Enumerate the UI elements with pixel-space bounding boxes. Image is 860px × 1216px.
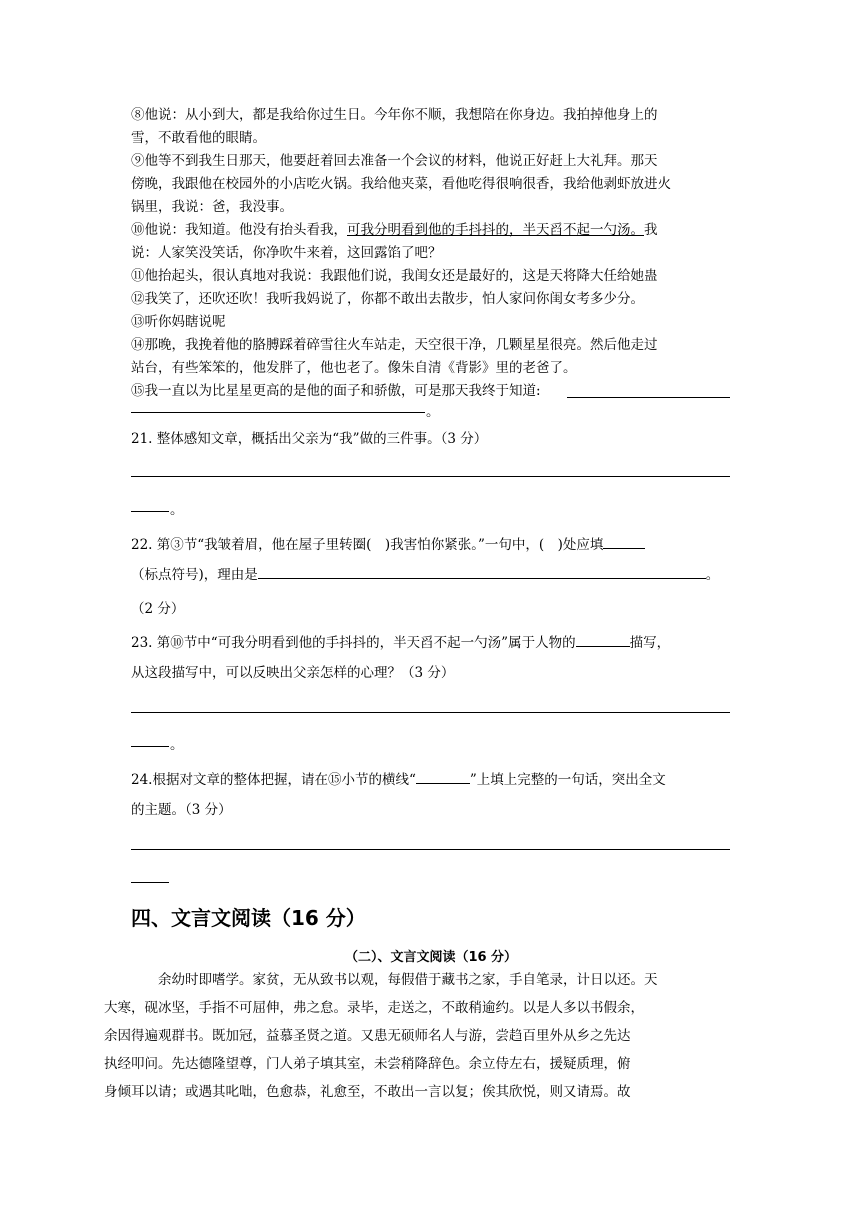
answer-line[interactable]	[131, 412, 425, 413]
answer-blank[interactable]	[416, 769, 470, 784]
paragraph-15: ⑮我一直以为比星星更高的是他的面子和骄傲，可是那天我终于知道:	[131, 383, 541, 399]
question-22-score: （2 分）	[131, 601, 185, 617]
answer-line[interactable]	[131, 882, 169, 883]
answer-line[interactable]	[567, 397, 730, 398]
question-24: 24.根据对文章的整体把握，请在⑮小节的横线“ ”上填上完整的一句话，突出全文	[131, 769, 731, 792]
paragraph-9: ⑨他等不到我生日那天，他要赶着回去准备一个会议的材料，他说正好赶上大礼拜。那天 傍晚，我跟他在校园外的小店吃火锅。我给他夹菜，看他吃得很响很香，我给他剥虾放进火 锅里，我说：爸，我没事。	[131, 153, 671, 215]
answer-line[interactable]	[131, 476, 730, 477]
answer-blank[interactable]	[576, 632, 630, 647]
underlined-sentence: 可我分明看到他的手抖抖的，半天舀不起一勺汤。	[347, 222, 644, 238]
paragraph-12: ⑫我笑了，还吹还吹！我听我妈说了，你都不敢出去散步，怕人家问你闺女考多少分。	[131, 291, 644, 307]
question-23-line2: 从这段描写中，可以反映出父亲怎样的心理？（3 分）	[131, 665, 455, 681]
question-21: 21. 整体感知文章，概括出父亲为“我”做的三件事。（3 分）	[131, 431, 488, 447]
document-page: ⑧他说：从小到大，都是我给你过生日。今年你不顺，我想陪在你身边。我拍掉他身上的 雪，不敢看他的眼睛。 ⑨他等不到我生日那天，他要赶着回去准备一个会议的材料，他说正好赶上大礼拜。那天 傍晚，我跟他在校园外的小店吃火锅。我给他夹菜，看他吃得很响很香，我给他剥虾放进火 锅里，我说：爸，我没事。 ⑩他说：我知道。他没有抬头看我，可我分明看到他的手抖抖的，半天舀不起一勺汤。我 说：人家笑没笑话，你净吹牛来着，这回露馅了吧？ ⑪他抬起头，很认真地对我说：我跟他们说，我闺女还是最好的，这是天将降大任给她蛊 ⑫我笑了，还吹还吹！我听我妈说了，你都不敢出去散步，怕人家问你闺女考多少分。 ⑬听你妈瞎说呢 ⑭那晚，我挽着他的胳膊踩着碎雪往火车站走，天空很干净，几颗星星很亮。然后他走过 站台，有些笨笨的，他发胖了，他也老了。像朱自清《背影》里的老爸了。 ⑮我一直以为比星星更高的是他的面子和骄傲，可是那天我终于知道: 。 21. 整体感知文章，概括出父亲为“我”做的三件事。（3 分） 。 22. 第③节“我皱着眉，他在屋子里转圈( )我害怕你紧张。”一句中，( )处应填 （标点符号)，理由是 。 （2 分） 23. 第⑩节中“可我分明看到他的手抖抖的，半天舀不起一勺汤”属于人物的 描写， 从这段描写中，可以反映出父亲怎样的心理？（3 分） 。 24.根据对文章的整体把握，请在⑮小节的横线“ ”上填上完整的一句话，突出全文 的主题。（3 分） 四、文言文阅读（16 分） （二）、文言文阅读（16 分） 余幼时即嗜学。家贫，无从致书以观，每假借于藏书之家，手自笔录，计日以还。天 大寒，砚冰坚，手指不可屈伸，弗之怠。录毕，走送之，不敢稍逾约。以是人多以书假余， 余因得遍观群书。既加冠，益慕圣贤之道。又患无硕师名人与游，尝趋百里外从乡之先达 执经叩问。先达德隆望尊，门人弟子填其室，未尝稍降辞色。余立侍左右，援疑质理，俯 身倾耳以请；或遇其叱咄，色愈恭，礼愈至，不敢出一言以复；俟其欣悦，则又请焉。故	[0, 0, 860, 1216]
question-23: 23. 第⑩节中“可我分明看到他的手抖抖的，半天舀不起一勺汤”属于人物的 描写，	[131, 632, 731, 655]
paragraph-13: ⑬听你妈瞎说呢	[131, 314, 226, 330]
answer-line[interactable]	[131, 849, 730, 850]
section-heading: 四、文言文阅读（16 分）	[131, 906, 366, 930]
answer-blank[interactable]	[258, 564, 706, 579]
answer-line[interactable]	[131, 511, 169, 512]
question-22: 22. 第③节“我皱着眉，他在屋子里转圈( )我害怕你紧张。”一句中，( )处应填	[131, 534, 731, 557]
answer-line[interactable]	[131, 746, 169, 747]
paragraph-10: ⑩他说：我知道。他没有抬头看我，可我分明看到他的手抖抖的，半天舀不起一勺汤。我 说：人家笑没笑话，你净吹牛来着，这回露馅了吧？	[131, 222, 658, 261]
question-22-line2: （标点符号)，理由是 。	[131, 564, 731, 587]
subsection-heading: （二）、文言文阅读（16 分）	[344, 950, 518, 965]
question-24-line2: 的主题。（3 分）	[131, 802, 232, 818]
classical-text: 余幼时即嗜学。家贫，无从致书以观，每假借于藏书之家，手自笔录，计日以还。天 大寒，砚冰坚，手指不可屈伸，弗之怠。录毕，走送之，不敢稍逾约。以是人多以书假余， 余因得遍观群书。既加冠，益慕圣贤之道。又患无硕师名人与游，尝趋百里外从乡之先达 执经叩问。先达德隆望尊，门人弟子填其室，未尝稍降辞色。余立侍左右，援疑质理，俯 身倾耳以请；或遇其叱咄，色愈恭，礼愈至，不敢出一言以复；俟其欣悦，则又请焉。故	[104, 972, 658, 1100]
paragraph-11: ⑪他抬起头，很认真地对我说：我跟他们说，我闺女还是最好的，这是天将降大任给她蛊	[131, 268, 658, 284]
paragraph-8: ⑧他说：从小到大，都是我给你过生日。今年你不顺，我想陪在你身边。我拍掉他身上的 雪，不敢看他的眼睛。	[131, 107, 658, 146]
answer-blank[interactable]	[603, 534, 645, 549]
paragraph-14: ⑭那晚，我挽着他的胳膊踩着碎雪往火车站走，天空很干净，几颗星星很亮。然后他走过 站台，有些笨笨的，他发胖了，他也老了。像朱自清《背影》里的老爸了。	[131, 337, 658, 376]
answer-line[interactable]	[131, 712, 730, 713]
